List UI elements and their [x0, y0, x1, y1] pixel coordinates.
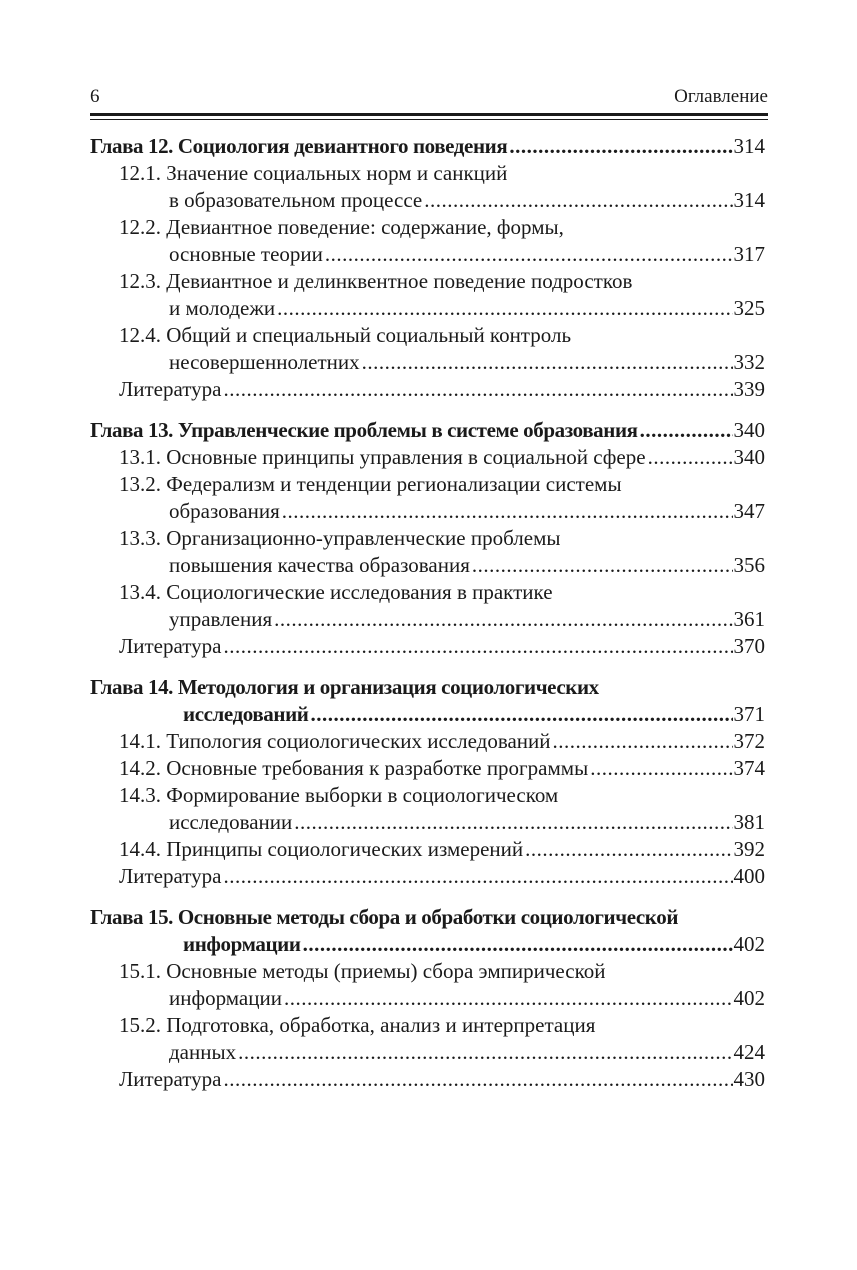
section-entry-text: 14.4. Принципы социологических измерений [119, 837, 524, 861]
section-entry [90, 268, 765, 322]
chapter-heading-line [90, 417, 765, 444]
section-entry-text: образования [169, 499, 280, 523]
dot-leader [223, 633, 732, 660]
section-entry-line [90, 836, 765, 863]
dot-leader [303, 931, 733, 958]
section-entry-line: 12.1. Значение социальных норм и санкций [119, 161, 508, 185]
section-entry [90, 836, 765, 863]
section-entry-text: основные теории [169, 242, 323, 266]
section-entry-page: 370 [733, 634, 765, 658]
section-entry-page: 361 [733, 607, 765, 631]
dot-leader [648, 444, 733, 471]
section-entry-text: данных [169, 1040, 237, 1064]
section-entry [90, 579, 765, 633]
chapter-heading [90, 904, 765, 958]
section-entry-page: 314 [733, 188, 765, 212]
section-entry-page: 317 [733, 242, 765, 266]
section-entry-text: 13.1. Основные принципы управления в социальной сфере [119, 445, 646, 469]
section-entry-line [90, 376, 765, 403]
chapter-heading-line [90, 931, 765, 958]
section-entry-page: 372 [733, 729, 765, 753]
section-entry-text: Литература [119, 377, 222, 401]
chapter-heading-text: Глава 12. Социология девиантного поведения [90, 134, 508, 158]
dot-leader [282, 498, 733, 525]
dot-leader [472, 552, 733, 579]
section-entry-line [90, 728, 765, 755]
chapter-heading-text: исследований [183, 702, 309, 726]
dot-leader [362, 349, 733, 376]
section-entry-line: 13.3. Организационно-управленческие проблемы [119, 526, 561, 550]
section-entry-text: повышения качества образования [169, 553, 470, 577]
section-entry-line: 15.2. Подготовка, обработка, анализ и интерпретация [119, 1013, 596, 1037]
section-entry-line [90, 1066, 765, 1093]
section-entry [90, 376, 765, 403]
section-entry-page: 374 [733, 756, 765, 780]
chapter-heading [90, 674, 765, 728]
dot-leader [294, 809, 732, 836]
section-entry-text: исследовании [169, 810, 293, 834]
chapter-heading-page: 340 [733, 418, 765, 442]
section-entry-line: 12.2. Девиантное поведение: содержание, формы, [119, 215, 564, 239]
dot-leader [525, 836, 732, 863]
section-entry-line [90, 444, 765, 471]
section-entry-line [90, 552, 765, 579]
section-entry [90, 958, 765, 1012]
dot-leader [640, 417, 733, 444]
chapter-heading-line: Глава 15. Основные методы сбора и обработки социологической [90, 905, 679, 929]
section-entry [90, 633, 765, 660]
section-entry [90, 471, 765, 525]
section-entry-line [90, 498, 765, 525]
section-entry [90, 322, 765, 376]
section-entry-text: в образовательном процессе [169, 188, 423, 212]
section-entry [90, 728, 765, 755]
chapter-heading-line [90, 701, 765, 728]
section-entry-text: управления [169, 607, 273, 631]
section-entry-line [90, 187, 765, 214]
dot-leader [284, 985, 733, 1012]
section-entry-line [90, 809, 765, 836]
section-entry-page: 381 [733, 810, 765, 834]
running-title: Оглавление [674, 86, 768, 107]
section-entry-text: и молодежи [169, 296, 276, 320]
section-entry-text: Литература [119, 634, 222, 658]
section-entry-text: 14.2. Основные требования к разработке программы [119, 756, 589, 780]
dot-leader [553, 728, 733, 755]
section-entry-line [90, 985, 765, 1012]
section-entry-page: 400 [733, 864, 765, 888]
chapter-heading-text: Глава 13. Управленческие проблемы в системе образования [90, 418, 638, 442]
section-entry-page: 339 [733, 377, 765, 401]
section-entry-line [90, 1039, 765, 1066]
section-entry-page: 340 [733, 445, 765, 469]
dot-leader [238, 1039, 732, 1066]
section-entry-text: Литература [119, 1067, 222, 1091]
dot-leader [590, 755, 732, 782]
header-rule-thick [90, 113, 768, 116]
section-entry-page: 402 [733, 986, 765, 1010]
dot-leader [325, 241, 733, 268]
header-rule-thin [90, 119, 768, 120]
dot-leader [311, 701, 733, 728]
section-entry [90, 1012, 765, 1066]
section-entry-line: 12.3. Девиантное и делинквентное поведение подростков [119, 269, 633, 293]
chapter-heading-line: Глава 14. Методология и организация социологических [90, 675, 599, 699]
section-entry [90, 782, 765, 836]
dot-leader [223, 376, 732, 403]
table-of-contents [90, 133, 765, 1093]
section-entry [90, 1066, 765, 1093]
section-entry [90, 863, 765, 890]
chapter-heading-page: 402 [733, 932, 765, 956]
section-entry-line [90, 349, 765, 376]
section-entry-page: 347 [733, 499, 765, 523]
section-entry-line [90, 241, 765, 268]
section-entry-line [90, 863, 765, 890]
section-entry-text: информации [169, 986, 282, 1010]
page-number: 6 [90, 86, 100, 107]
section-entry [90, 755, 765, 782]
section-entry-text: 14.1. Типология социологических исследований [119, 729, 551, 753]
section-entry [90, 444, 765, 471]
section-entry-page: 325 [733, 296, 765, 320]
section-entry-line: 15.1. Основные методы (приемы) сбора эмпирической [119, 959, 606, 983]
section-entry [90, 160, 765, 214]
section-entry-line [90, 633, 765, 660]
section-entry-page: 332 [733, 350, 765, 374]
section-entry-page: 392 [733, 837, 765, 861]
section-entry-line [90, 295, 765, 322]
chapter-heading-page: 314 [733, 134, 765, 158]
section-entry-line: 13.2. Федерализм и тенденции регионализации системы [119, 472, 622, 496]
section-entry-line [90, 606, 765, 633]
chapter-heading [90, 417, 765, 444]
dot-leader [223, 1066, 732, 1093]
dot-leader [274, 606, 732, 633]
section-entry-text: Литература [119, 864, 222, 888]
running-header [90, 86, 768, 110]
chapter-heading [90, 133, 765, 160]
section-entry-line: 12.4. Общий и специальный социальный контроль [119, 323, 572, 347]
section-entry-line: 13.4. Социологические исследования в практике [119, 580, 553, 604]
chapter-heading-page: 371 [733, 702, 765, 726]
section-entry-page: 356 [733, 553, 765, 577]
section-entry [90, 525, 765, 579]
section-entry-page: 424 [733, 1040, 765, 1064]
chapter-heading-text: информации [183, 932, 301, 956]
section-entry-line [90, 755, 765, 782]
section-entry [90, 214, 765, 268]
chapter-heading-line [90, 133, 765, 160]
dot-leader [424, 187, 732, 214]
dot-leader [509, 133, 732, 160]
dot-leader [223, 863, 732, 890]
section-entry-line: 14.3. Формирование выборки в социологическом [119, 783, 559, 807]
section-entry-page: 430 [733, 1067, 765, 1091]
section-entry-text: несовершеннолетних [169, 350, 360, 374]
dot-leader [277, 295, 732, 322]
